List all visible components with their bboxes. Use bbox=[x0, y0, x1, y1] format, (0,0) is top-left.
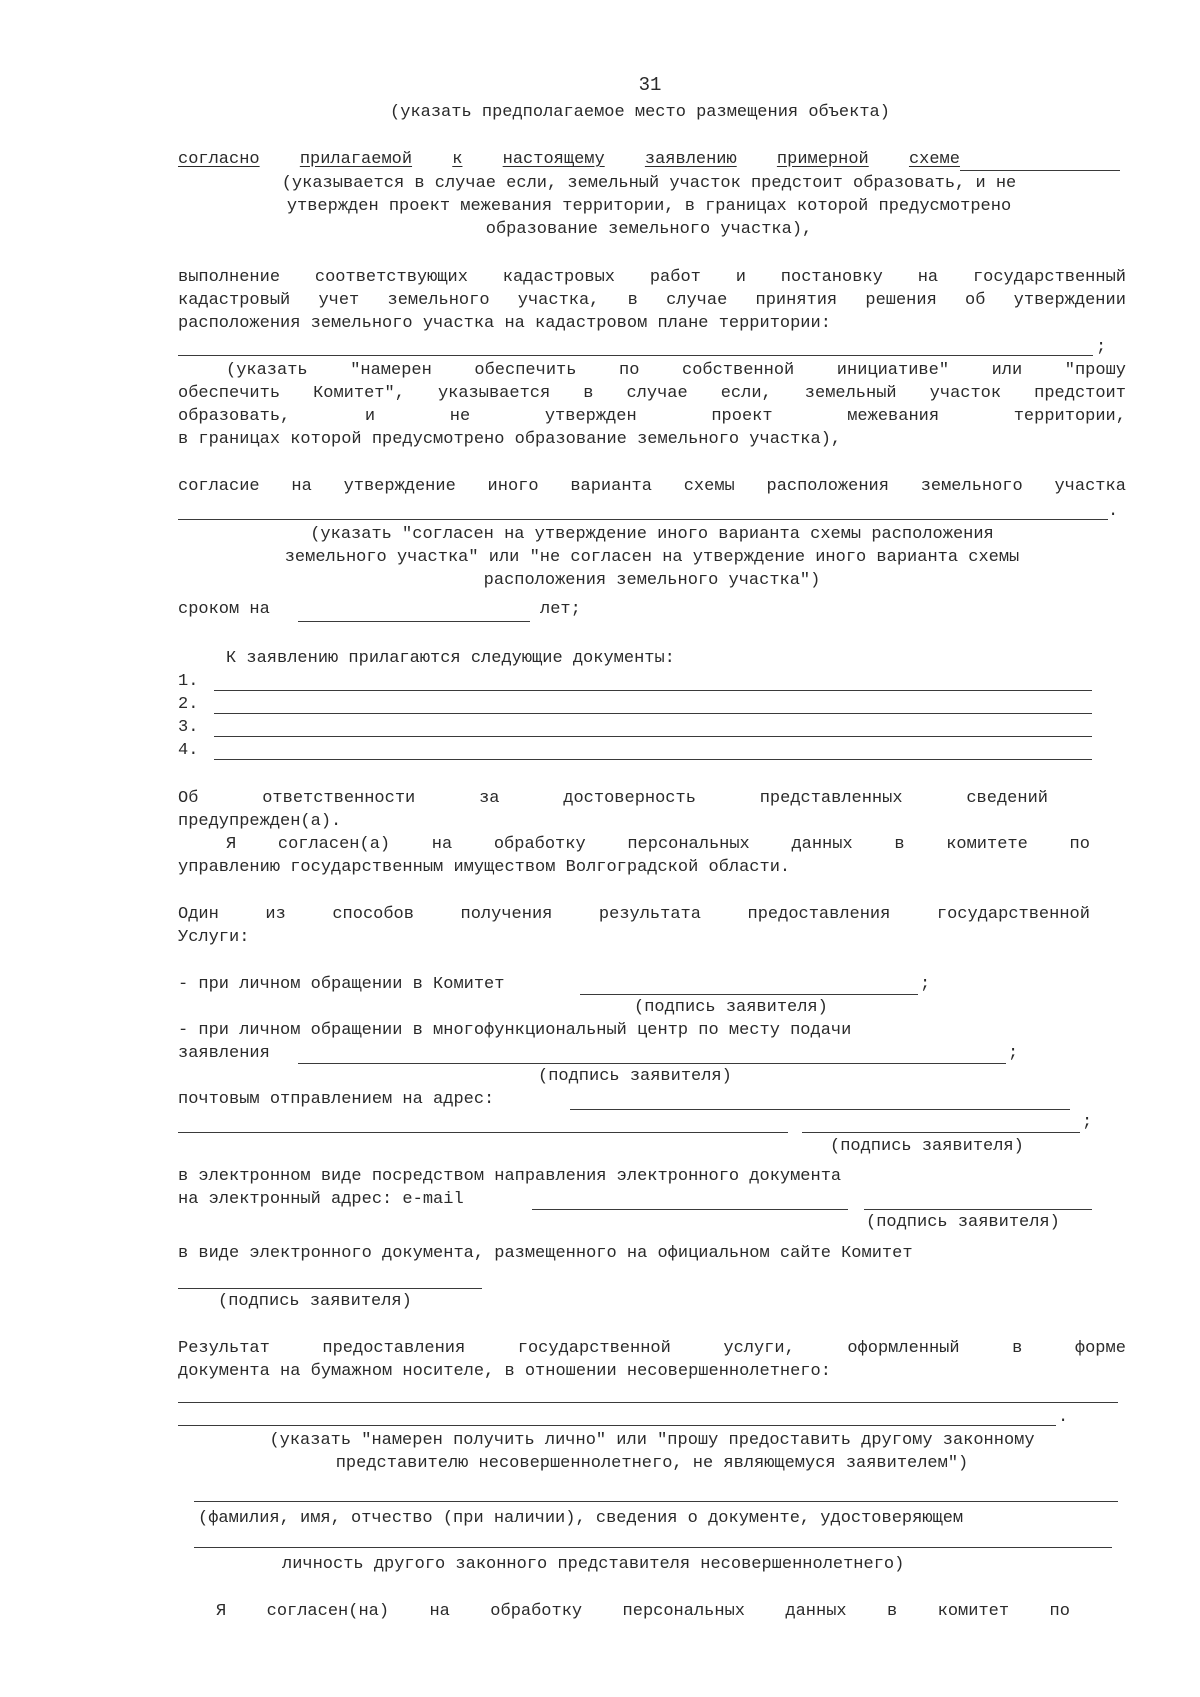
attachment-1-line[interactable] bbox=[214, 690, 1092, 691]
semicolon-2: ; bbox=[1008, 1044, 1019, 1063]
word: обеспечить bbox=[474, 361, 577, 380]
word: земельного bbox=[387, 291, 490, 310]
signature-caption-5: (подпись заявителя) bbox=[218, 1292, 412, 1311]
period: . bbox=[1108, 502, 1119, 521]
word: согласен(на) bbox=[266, 1602, 390, 1621]
methods-line-1 bbox=[178, 903, 1090, 926]
word: земельный bbox=[804, 384, 897, 403]
word: достоверность bbox=[563, 789, 696, 808]
cadastral-note-2 bbox=[178, 382, 1126, 405]
word: данных bbox=[785, 1602, 847, 1621]
word: проект bbox=[711, 407, 773, 426]
semicolon-3: ; bbox=[1082, 1113, 1093, 1132]
consent-line bbox=[178, 475, 1126, 498]
word: в bbox=[887, 1602, 898, 1621]
word: Один bbox=[178, 905, 219, 924]
scheme-note-1: (указывается в случае если, земельный участок предстоит образовать, и не bbox=[281, 174, 1017, 193]
attachment-3-number: 3. bbox=[178, 718, 199, 737]
method-committee-signature-line[interactable] bbox=[580, 994, 918, 995]
method-website-signature-line[interactable] bbox=[178, 1288, 482, 1289]
word: иного bbox=[487, 477, 539, 496]
result-blank-line-2[interactable] bbox=[178, 1425, 1056, 1426]
word: (указать bbox=[226, 361, 308, 380]
word: оформленный bbox=[847, 1339, 960, 1358]
word: указывается bbox=[437, 384, 551, 403]
consent-note-3: расположения земельного участка") bbox=[483, 571, 821, 590]
word: варианта bbox=[570, 477, 652, 496]
method-website: в виде электронного документа, размещенного на официальном сайте Комитет bbox=[178, 1244, 913, 1263]
word: представленных bbox=[759, 789, 903, 808]
signature-caption-2: (подпись заявителя) bbox=[538, 1067, 732, 1086]
word: случае bbox=[666, 291, 728, 310]
word: комитет bbox=[937, 1602, 1010, 1621]
method-email-signature-line[interactable] bbox=[864, 1209, 1092, 1210]
word: межевания bbox=[847, 407, 940, 426]
word: кадастровых bbox=[502, 268, 615, 287]
result-note-1: (указать "намерен получить лично" или "прошу предоставить другому законному bbox=[269, 1431, 1035, 1450]
word: согласно bbox=[178, 150, 260, 169]
cadastral-line-3: расположения земельного участка на кадастровом плане территории: bbox=[178, 314, 831, 333]
word: в bbox=[1012, 1339, 1023, 1358]
semicolon-1: ; bbox=[920, 975, 931, 994]
cadastral-note-1 bbox=[226, 359, 1126, 382]
word: образовать, bbox=[178, 407, 291, 426]
scheme-note-2: утвержден проект межевания территории, в границах которой предусмотрено bbox=[286, 197, 1012, 216]
word: и bbox=[735, 268, 746, 287]
word: "прошу bbox=[1064, 361, 1126, 380]
word: способов bbox=[332, 905, 414, 924]
word: согласие bbox=[178, 477, 260, 496]
method-committee: - при личном обращении в Комитет bbox=[178, 975, 505, 994]
word: получения bbox=[460, 905, 553, 924]
word: или bbox=[991, 361, 1023, 380]
word: ответственности bbox=[262, 789, 416, 808]
word: на bbox=[917, 268, 939, 287]
word: схемы bbox=[683, 477, 735, 496]
term-blank-line[interactable] bbox=[298, 621, 530, 622]
word: обеспечить bbox=[178, 384, 281, 403]
word: учет bbox=[318, 291, 360, 310]
scheme-blank-line[interactable] bbox=[960, 170, 1120, 171]
attachments-title: К заявлению прилагаются следующие документы: bbox=[226, 649, 675, 668]
word: утверждение bbox=[343, 477, 456, 496]
scheme-line bbox=[178, 148, 960, 171]
word: на bbox=[291, 477, 312, 496]
word: не bbox=[449, 407, 471, 426]
word: принятия bbox=[755, 291, 838, 310]
consent-note-1: (указать "согласен на утверждение иного варианта схемы расположения bbox=[310, 525, 994, 544]
cadastral-note-4: в границах которой предусмотрено образование земельного участка), bbox=[178, 430, 842, 449]
word: решения bbox=[865, 291, 937, 310]
fio-note-2: личность другого законного представителя несовершеннолетнего) bbox=[282, 1555, 905, 1574]
method-email-line-2: на электронный адрес: e-mail bbox=[178, 1190, 464, 1209]
method-mfc-line-1: - при личном обращении в многофункциональный центр по месту подачи bbox=[178, 1021, 852, 1040]
cadastral-blank-line[interactable] bbox=[178, 355, 1093, 356]
responsibility-line-2: предупрежден(а). bbox=[178, 812, 342, 831]
period-2: . bbox=[1058, 1408, 1069, 1427]
word: утверждении bbox=[1013, 291, 1126, 310]
word: услуги, bbox=[723, 1339, 795, 1358]
word: Я bbox=[216, 1602, 227, 1621]
result-blank-line-1[interactable] bbox=[178, 1402, 1118, 1403]
object-place-note: (указать предполагаемое место размещения объекта) bbox=[390, 103, 890, 122]
word: утвержден bbox=[544, 407, 637, 426]
word: персональных bbox=[622, 1602, 745, 1621]
method-post: почтовым отправлением на адрес: bbox=[178, 1090, 495, 1109]
word: инициативе" bbox=[836, 361, 950, 380]
scheme-note-3: образование земельного участка), bbox=[485, 220, 813, 239]
word: Я bbox=[226, 835, 237, 854]
representative-document-line[interactable] bbox=[194, 1547, 1112, 1548]
personal-data-line-1 bbox=[226, 833, 1090, 856]
word: обработку bbox=[493, 835, 586, 854]
consent-blank-line[interactable] bbox=[178, 519, 1108, 520]
attachment-4-number: 4. bbox=[178, 741, 199, 760]
word: Об bbox=[178, 789, 199, 808]
word: государственной bbox=[936, 905, 1090, 924]
personal-data-line-2: управлению государственным имуществом Волгоградской области. bbox=[178, 858, 791, 877]
word: по bbox=[619, 361, 640, 380]
term-prefix: сроком на bbox=[178, 600, 270, 619]
signature-caption-1: (подпись заявителя) bbox=[634, 998, 828, 1017]
word: предоставления bbox=[747, 905, 891, 924]
semicolon: ; bbox=[1096, 338, 1107, 357]
term-suffix: лет; bbox=[540, 600, 581, 619]
word: на bbox=[431, 835, 453, 854]
word: к bbox=[452, 150, 463, 169]
word: по bbox=[1049, 1602, 1070, 1621]
consent-note-2: земельного участка" или "не согласен на утверждение иного варианта схемы bbox=[284, 548, 1020, 567]
word: государственный bbox=[972, 268, 1126, 287]
word: если, bbox=[720, 384, 772, 403]
fio-note-1: (фамилия, имя, отчество (при наличии), сведения о документе, удостоверяющем bbox=[198, 1509, 964, 1528]
word: предстоит bbox=[1034, 384, 1126, 403]
method-post-address-line-2[interactable] bbox=[178, 1132, 788, 1133]
word: сведений bbox=[966, 789, 1048, 808]
signature-caption-4: (подпись заявителя) bbox=[866, 1213, 1060, 1232]
attachment-3-line[interactable] bbox=[214, 736, 1092, 737]
word: участок bbox=[929, 384, 1002, 403]
word: об bbox=[965, 291, 986, 310]
result-line-1 bbox=[178, 1337, 1126, 1360]
word: работ bbox=[649, 268, 701, 287]
methods-line-2: Услуги: bbox=[178, 928, 250, 947]
attachment-4-line[interactable] bbox=[214, 759, 1092, 760]
result-line-2: документа на бумажном носителе, в отношении несовершеннолетнего: bbox=[178, 1362, 831, 1381]
word: персональных bbox=[627, 835, 750, 854]
last-consent-line bbox=[216, 1600, 1070, 1623]
word: в bbox=[894, 835, 905, 854]
word: данных bbox=[791, 835, 853, 854]
cadastral-note-3 bbox=[178, 405, 1126, 428]
word: заявлению bbox=[644, 150, 737, 169]
word: из bbox=[265, 905, 286, 924]
word: примерной bbox=[776, 150, 869, 169]
word: прилагаемой bbox=[299, 150, 413, 169]
attachment-2-number: 2. bbox=[178, 695, 199, 714]
word: форме bbox=[1074, 1339, 1126, 1358]
word: государственной bbox=[517, 1339, 671, 1358]
word: по bbox=[1069, 835, 1090, 854]
responsibility-line-1 bbox=[178, 787, 1048, 810]
word: комитете bbox=[946, 835, 1028, 854]
word: Комитет", bbox=[313, 384, 405, 403]
attachment-1-number: 1. bbox=[178, 672, 199, 691]
word: участка bbox=[1054, 477, 1126, 496]
word: соответствующих bbox=[314, 268, 468, 287]
word: постановку bbox=[780, 268, 883, 287]
word: случае bbox=[626, 384, 688, 403]
signature-caption-3: (подпись заявителя) bbox=[830, 1137, 1024, 1156]
word: за bbox=[479, 789, 500, 808]
word: собственной bbox=[682, 361, 795, 380]
word: результата bbox=[598, 905, 701, 924]
word: обработку bbox=[490, 1602, 583, 1621]
method-email-line-1: в электронном виде посредством направления электронного документа bbox=[178, 1167, 842, 1186]
word: территории, bbox=[1013, 407, 1126, 426]
word: схеме bbox=[908, 150, 960, 169]
word: в bbox=[627, 291, 638, 310]
method-email-address-line[interactable] bbox=[532, 1209, 848, 1210]
word: выполнение bbox=[178, 268, 281, 287]
method-mfc-signature-line[interactable] bbox=[298, 1063, 1006, 1064]
word: в bbox=[583, 384, 594, 403]
word: "намерен bbox=[350, 361, 432, 380]
word: кадастровый bbox=[178, 291, 291, 310]
cadastral-line-2 bbox=[178, 289, 1126, 312]
word: предоставления bbox=[322, 1339, 466, 1358]
result-note-2: представителю несовершеннолетнего, не являющемуся заявителем") bbox=[335, 1454, 969, 1473]
method-post-address-line-1[interactable] bbox=[570, 1109, 1070, 1110]
word: расположения bbox=[766, 477, 889, 496]
word: на bbox=[429, 1602, 450, 1621]
page-number: 31 bbox=[638, 74, 662, 96]
attachment-2-line[interactable] bbox=[214, 713, 1092, 714]
word: настоящему bbox=[502, 150, 605, 169]
representative-name-line[interactable] bbox=[194, 1501, 1118, 1502]
method-post-signature-line[interactable] bbox=[802, 1132, 1080, 1133]
word: Результат bbox=[178, 1339, 270, 1358]
cadastral-line-1 bbox=[178, 266, 1126, 289]
word: земельного bbox=[920, 477, 1023, 496]
word: участка, bbox=[517, 291, 600, 310]
word: согласен(а) bbox=[277, 835, 391, 854]
word: и bbox=[364, 407, 376, 426]
method-mfc-line-2: заявления bbox=[178, 1044, 270, 1063]
